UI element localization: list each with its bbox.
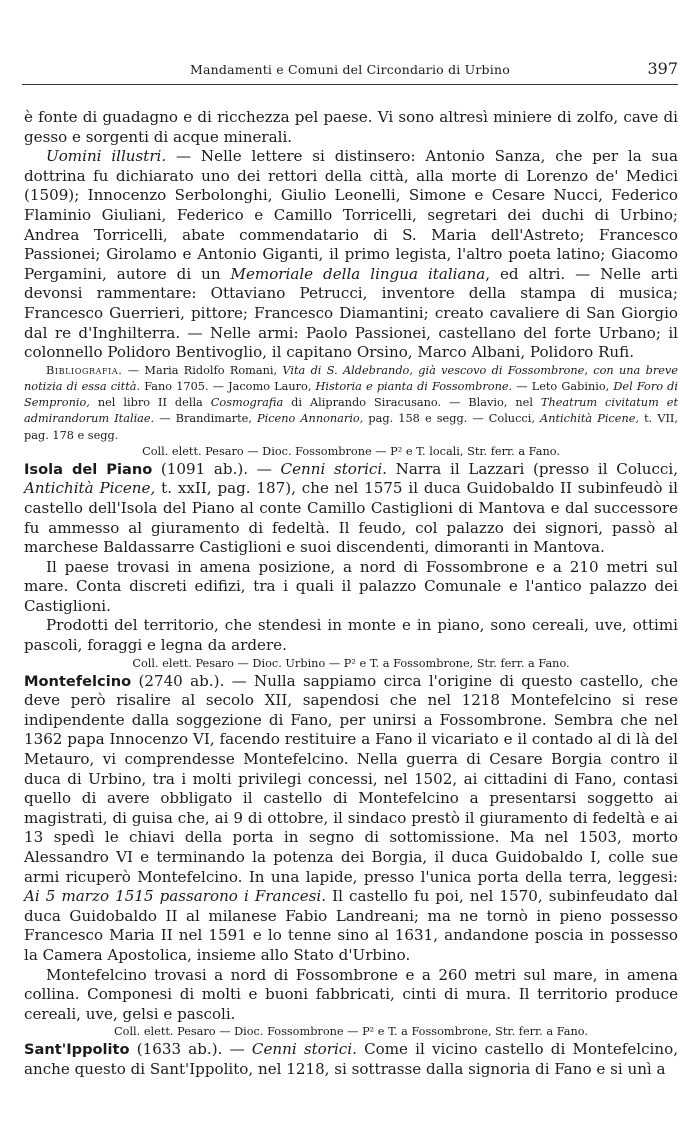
entry-sant-ippolito: [24, 1040, 678, 1079]
bibliography: [24, 363, 678, 444]
work-title: Vita di S. Aldebrando, già vescovo di Fossombrone, con una breve notizia di essa città.: [24, 363, 678, 393]
work-title: Cosmografia: [210, 396, 284, 410]
running-header: [22, 50, 678, 85]
inscription-quote: Ai 5 marzo 1515 passarono i Francesi.: [24, 887, 327, 906]
text-run: di Aliprando Siracusano. — Blavio, nel: [283, 396, 541, 410]
entry-isola-del-piano: [24, 460, 678, 558]
section-label: Uomini illustri.: [46, 147, 167, 166]
section-label: Cenni storici.: [251, 1040, 357, 1059]
paragraph-resources: è fonte di guadagno e di ricchezza pel paese. Vi sono altresì miniere di zolfo, cave di gesso e sorgenti di acque minerali.: [24, 108, 678, 146]
text-run: — Leto Gabinio,: [512, 379, 614, 393]
text-run: , ed altri. — Nelle arti devonsi rammentare: Ottaviano Petrucci, inventore della stampa di musica; Francesco Guerrieri, pittore; Francesco Diamantini; creato cavaliere di San Giorgio dal re d'Inghilterra. — Nelle armi: Paolo Passionei, castellano del forte Urbano; il colonnello Polidoro Bentivoglio, il capitano Orsino, Marco Albani, Polidoro Rufi.: [24, 264, 678, 362]
entry-montefelcino: [24, 672, 678, 966]
entry-heading: Sant'Ippolito: [24, 1041, 130, 1059]
text-run: Narra il Lazzari (presso il Colucci,: [386, 459, 678, 478]
work-title: Theatrum civitatum et admirandorum Italiae.: [24, 396, 678, 426]
section-label: Cenni storici.: [280, 459, 387, 478]
collegio-line: Coll. elett. Pesaro — Dioc. Urbino — P² e T. a Fossombrone, Str. ferr. a Fano.: [132, 656, 570, 670]
paragraph-isola-position: Il paese trovasi in amena posizione, a nord di Fossombrone e a 210 metri sul mare. Conta discreti edifizi, tra i quali il palazzo Comunale e l'antico palazzo dei Castiglioni.: [24, 557, 678, 615]
work-title: Antichità Picene,: [24, 479, 156, 498]
text-run: t. VII, pag. 178 e segg.: [24, 412, 678, 442]
header-title: Mandamenti e Comuni del Circondario di Urbino: [190, 62, 510, 77]
page-body: [24, 108, 678, 1080]
text-run: — Brandimarte,: [154, 412, 257, 426]
paragraph-isola-products: Prodotti del territorio, che stendesi in monte e in piano, sono cereali, uve, ottimi pascoli, foraggi e legna da ardere.: [24, 616, 678, 655]
work-title: Memoriale della lingua italiana: [230, 264, 486, 283]
text-run: pag. 158 e segg. — Colucci,: [363, 412, 541, 426]
entry-heading: Montefelcino: [24, 672, 132, 690]
collegio-line: Coll. elett. Pesaro — Dioc. Fossombrone — P² e T. a Fossombrone, Str. ferr. a Fano.: [114, 1025, 588, 1039]
work-title: Historia e pianta di Fossombrone.: [315, 379, 513, 393]
text-run: Il castello fu poi, nel 1570, subinfeudato dal duca Guidobaldo II al milanese Fabio Landreani; ma ne tornò in pieno possesso Francesco Maria II nel 1591 e lo tenne sino al 1631, andandone poscia in possesso la Camera Apostolica, insieme allo Stato d'Urbino.: [24, 887, 678, 964]
text-run: (1091 ab.). —: [152, 459, 281, 478]
paragraph-uomini-illustri: [24, 147, 678, 363]
collegio-line: Coll. elett. Pesaro — Dioc. Fossombrone — P² e T. locali, Str. ferr. a Fano.: [142, 444, 560, 458]
paragraph-montefelcino-position: Montefelcino trovasi a nord di Fossombrone e a 260 metri sul mare, in amena collina. Componesi di molti e buoni fabbricati, cinti di mura. Il territorio produce cereali, uve, gelsi e pascoli.: [24, 965, 678, 1023]
text-run: Fano 1705. — Jacomo Lauro,: [140, 379, 316, 393]
text-run: (2740 ab.). — Nulla sappiamo circa l'origine di questo castello, che deve però risalire al secolo XII, sapendosi che nel 1218 Montefelcino si rese indipendente dalla soggezione di Fano, per unirsi a Fossombrone. Sembra che nel 1362 papa Innocenzo VI, facendo restituire a Fano il vicariato e il contado al di là del Metauro, vi comprendesse Montefelcino. Nella guerra di Cesare Borgia contro il duca di Urbino, tra i molti privilegi concessi, nel 1502, ai cittadini di Fano, contasi quello di avere obbligato il castello di Montefelcino a presentarsi soggetto ai magistrati, di guisa che, ai 9 di ottobre, il sindaco prestò il giuramento di fedeltà e ai 13 spedì le chiavi della porta in segno di sottomissione. Ma nel 1503, morto Alessandro VI e terminando la potenza dei Borgia, il duca Guidobaldo I, colle sue armi ricuperò Montefelcino. In una lapide, presso l'unica porta della terra, leggesi:: [24, 671, 678, 886]
text-run: nel libro II della: [89, 396, 211, 410]
text-run: Come il vicino castello di Montefelcino, anche questo di Sant'Ippolito, nel 1218, si sottrasse dalla signoria di Fano e si unì a: [24, 1040, 678, 1078]
page-number: 397: [647, 59, 678, 78]
work-title: Del Foro di Sempronio,: [24, 379, 679, 410]
text-run: t. xxII, pag. 187), che nel 1575 il duca Guidobaldo II subinfeudò il castello dell'Isola del Piano al conte Camillo Castiglioni di Mantova e dal successore fu ammesso al giuramento di fedeltà. Il feudo, col palazzo dei signori, passò al marchese Baldassarre Castiglioni e suoi discendenti, dimoranti in Mantova.: [24, 479, 678, 557]
bibliography-label: Bibliografia.: [46, 363, 123, 377]
work-title: Antichità Picene,: [540, 412, 639, 426]
text-run: (1633 ab.). —: [129, 1040, 252, 1059]
text-run: — Maria Ridolfo Romani,: [122, 363, 283, 377]
work-title: Piceno Annonario,: [257, 412, 364, 426]
entry-heading: Isola del Piano: [24, 460, 153, 478]
text-run: — Nelle lettere si distinsero: Antonio Sanza, che per la sua dottrina fu dichiarato uno dei rettori della città, alla morte di Lorenzo de' Medici (1509); Innocenzo Serbolonghi, Giulio Leonelli, Simone e Cesare Nucci, Federico Flaminio Giuliani, Federico e Camillo Torricelli, segretari dei duchi di Urbino; Andrea Torricelli, abate commendatario di S. Maria dell'Astreto; Francesco Passionei; Girolamo e Antonio Giganti, il primo legista, l'altro poeta latino; Giacomo Pergamini, autore di un: [24, 147, 678, 283]
